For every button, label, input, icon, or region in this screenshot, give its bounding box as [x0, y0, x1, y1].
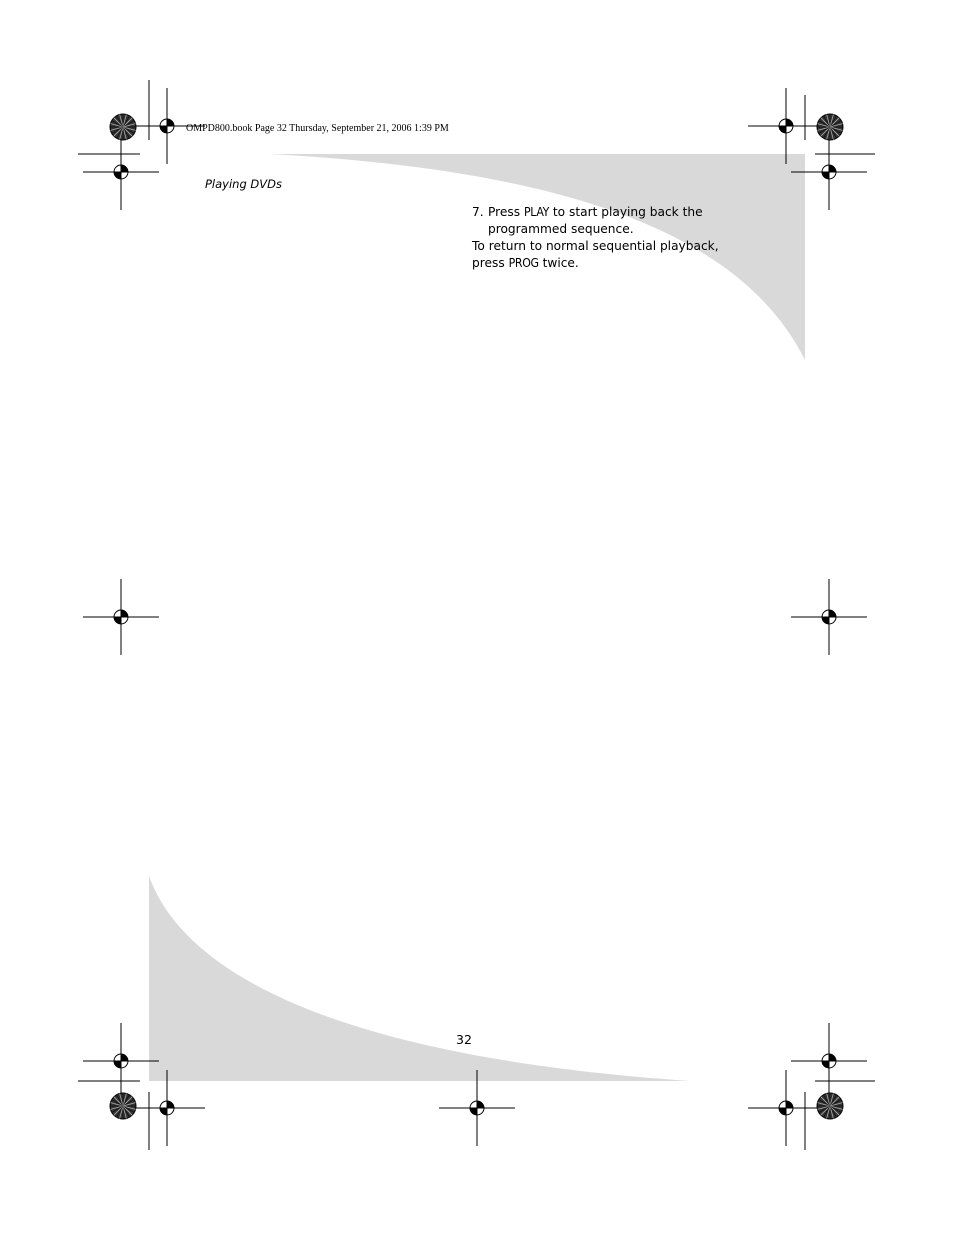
registration-mark-fill	[470, 1108, 477, 1115]
instructions	[472, 204, 792, 272]
return-note: To return to normal sequential playback, press PROG twice.	[472, 239, 719, 270]
registration-mark-fill	[114, 172, 121, 179]
registration-mark-fill	[786, 119, 793, 126]
registration-mark-fill	[829, 165, 836, 172]
registration-mark-fill	[160, 1108, 167, 1115]
registration-mark-fill	[114, 617, 121, 624]
registration-mark-fill	[167, 119, 174, 126]
bottom-swoosh-decoration	[149, 876, 690, 1081]
registration-mark-fill	[822, 172, 829, 179]
registration-mark-fill	[786, 1101, 793, 1108]
play-key-label: PLAY	[523, 205, 549, 219]
print-slug: OMPD800.book Page 32 Thursday, September 21, 2006 1:39 PM	[186, 123, 449, 134]
registration-mark-fill	[822, 617, 829, 624]
prog-key-label: PROG	[508, 256, 539, 270]
registration-mark-fill	[167, 1101, 174, 1108]
registration-mark-fill	[121, 610, 128, 617]
section-title: Playing DVDs	[205, 177, 282, 191]
registration-mark-fill	[822, 1061, 829, 1068]
registration-mark-fill	[121, 1054, 128, 1061]
registration-mark-fill	[829, 1054, 836, 1061]
step-7	[472, 204, 792, 238]
registration-mark-fill	[829, 610, 836, 617]
registration-mark-fill	[779, 1108, 786, 1115]
registration-mark-fill	[114, 1061, 121, 1068]
registration-mark-fill	[477, 1101, 484, 1108]
step-number: 7.	[472, 205, 484, 219]
registration-mark-fill	[160, 126, 167, 133]
registration-mark-fill	[121, 165, 128, 172]
page-number: 32	[456, 1032, 472, 1047]
step-text: Press PLAY to start playing back the programmed sequence.	[488, 205, 703, 236]
registration-mark-fill	[779, 126, 786, 133]
